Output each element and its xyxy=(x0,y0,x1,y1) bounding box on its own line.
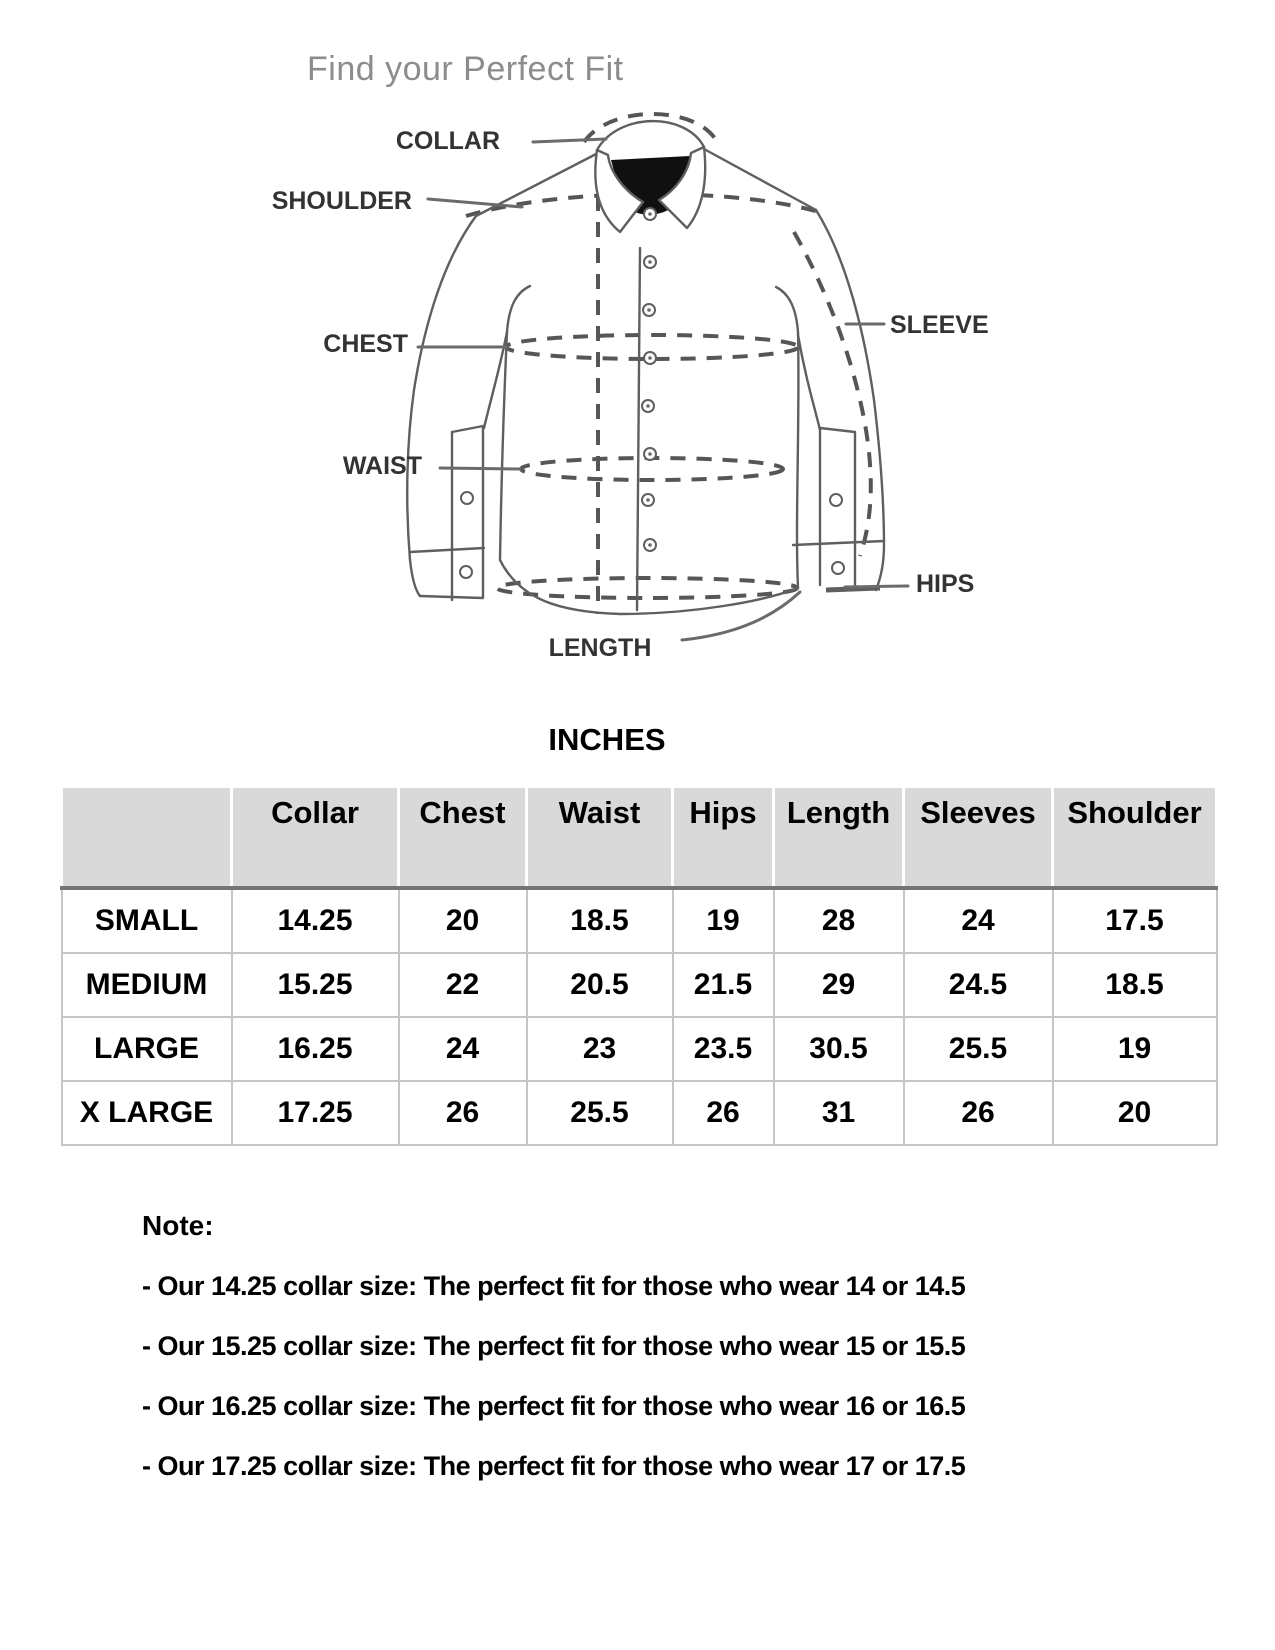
length-leader xyxy=(682,592,800,640)
note-item-2: - Our 15.25 collar size: The perfect fit for those who wear 15 or 15.5 xyxy=(142,1331,966,1361)
size-label: LARGE xyxy=(62,1017,232,1081)
cell-value: 23 xyxy=(527,1017,673,1081)
sleeve-dashed-line xyxy=(794,232,871,556)
column-header-hips: Hips xyxy=(673,787,774,889)
cell-value: 24.5 xyxy=(904,953,1053,1017)
size-label: X LARGE xyxy=(62,1081,232,1145)
placket-line xyxy=(637,248,640,610)
diagram-label-sleeve: SLEEVE xyxy=(890,311,989,339)
cell-value: 18.5 xyxy=(527,888,673,953)
column-header-sleeves: Sleeves xyxy=(904,787,1053,889)
diagram-label-shoulder: SHOULDER xyxy=(271,187,412,215)
cell-value: 25.5 xyxy=(904,1017,1053,1081)
cell-value: 25.5 xyxy=(527,1081,673,1145)
size-label: MEDIUM xyxy=(62,953,232,1017)
column-header-waist: Waist xyxy=(527,787,673,889)
cell-value: 19 xyxy=(1053,1017,1217,1081)
cell-value: 19 xyxy=(673,888,774,953)
cell-value: 20.5 xyxy=(527,953,673,1017)
cell-value: 29 xyxy=(774,953,904,1017)
column-header-chest: Chest xyxy=(399,787,527,889)
diagram-label-waist: WAIST xyxy=(342,452,422,480)
cell-value: 16.25 xyxy=(232,1017,399,1081)
column-header-empty xyxy=(62,787,232,889)
size-label: SMALL xyxy=(62,888,232,953)
cell-value: 22 xyxy=(399,953,527,1017)
hips-dashed-line xyxy=(497,578,797,598)
cell-value: 26 xyxy=(673,1081,774,1145)
notes-heading: Note: xyxy=(142,1210,214,1241)
cell-value: 24 xyxy=(399,1017,527,1081)
cell-value: 28 xyxy=(774,888,904,953)
cell-value: 23.5 xyxy=(673,1017,774,1081)
cell-value: 26 xyxy=(904,1081,1053,1145)
table-unit-heading: INCHES xyxy=(548,722,666,757)
cell-value: 31 xyxy=(774,1081,904,1145)
cell-value: 30.5 xyxy=(774,1017,904,1081)
cell-value: 15.25 xyxy=(232,953,399,1017)
column-header-collar: Collar xyxy=(232,787,399,889)
table-header-row xyxy=(62,787,1217,889)
diagram-label-collar: COLLAR xyxy=(395,127,500,155)
waist-leader xyxy=(440,468,520,469)
table-row-large xyxy=(62,1017,1217,1081)
cell-value: 20 xyxy=(1053,1081,1217,1145)
page-title: Find your Perfect Fit xyxy=(307,50,624,88)
table-row-xlarge xyxy=(62,1081,1217,1145)
note-item-4: - Our 17.25 collar size: The perfect fit for those who wear 17 or 17.5 xyxy=(142,1451,966,1481)
waist-dashed-line xyxy=(521,458,783,480)
note-item-1: - Our 14.25 collar size: The perfect fit for those who wear 14 or 14.5 xyxy=(142,1271,966,1301)
cell-value: 17.25 xyxy=(232,1081,399,1145)
note-item-3: - Our 16.25 collar size: The perfect fit for those who wear 16 or 16.5 xyxy=(142,1391,966,1421)
shirt-buttons xyxy=(642,256,656,551)
shirt-outline xyxy=(407,121,884,614)
cell-value: 18.5 xyxy=(1053,953,1217,1017)
cell-value: 26 xyxy=(399,1081,527,1145)
cell-value: 20 xyxy=(399,888,527,953)
column-header-shoulder: Shoulder xyxy=(1053,787,1217,889)
notes-section xyxy=(142,1210,965,1510)
diagram-label-hips: HIPS xyxy=(916,570,975,598)
table-row-medium xyxy=(62,953,1217,1017)
cell-value: 14.25 xyxy=(232,888,399,953)
size-table xyxy=(60,785,1218,1146)
collar-leader xyxy=(533,139,606,142)
diagram-label-chest: CHEST xyxy=(323,330,408,358)
collar-shape xyxy=(595,121,705,232)
cell-value: 24 xyxy=(904,888,1053,953)
column-header-length: Length xyxy=(774,787,904,889)
hips-leader xyxy=(845,586,908,587)
table-row-small xyxy=(62,888,1217,953)
cell-value: 21.5 xyxy=(673,953,774,1017)
cell-value: 17.5 xyxy=(1053,888,1217,953)
diagram-label-length: LENGTH xyxy=(548,634,652,662)
shirt-measurement-diagram xyxy=(0,95,1275,680)
